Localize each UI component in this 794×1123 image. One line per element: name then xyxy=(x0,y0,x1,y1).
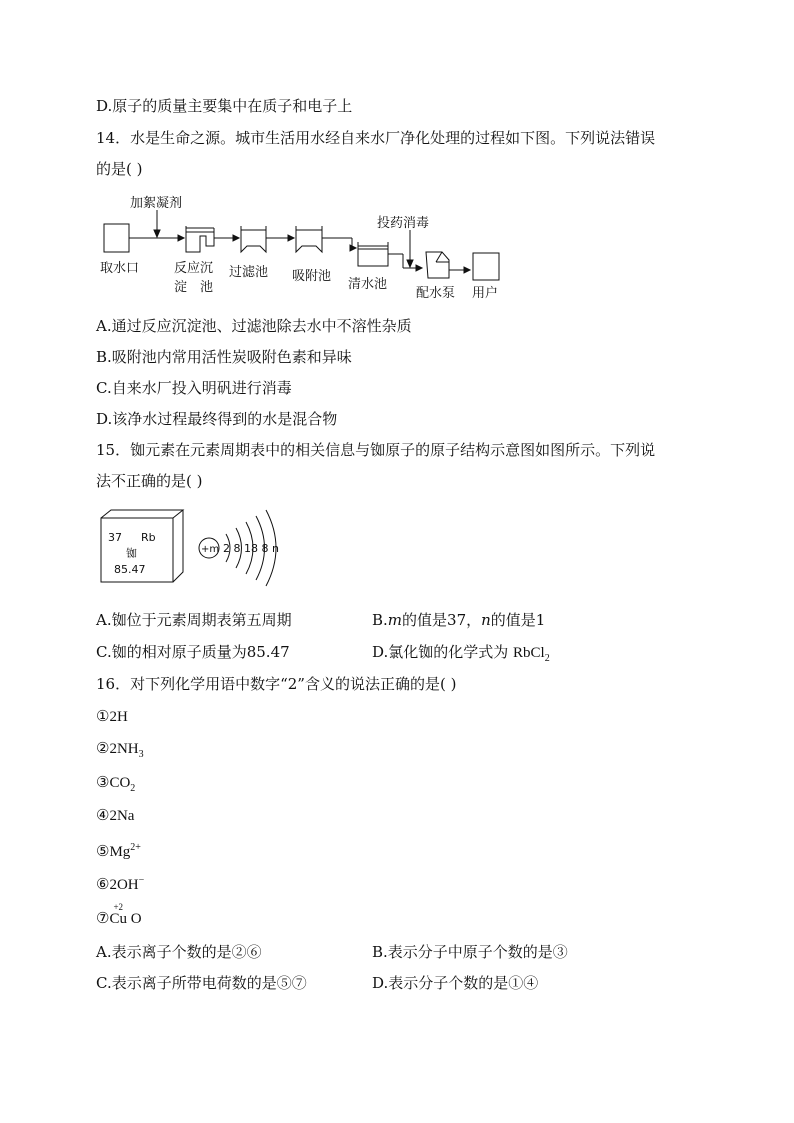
item-formula: 2OH xyxy=(109,877,139,893)
q14-option-b: B.吸附池内常用活性炭吸附色素和异味 xyxy=(96,348,352,366)
rubidium-figure xyxy=(96,498,296,590)
label-add-flocculant: 加絮凝剂 xyxy=(130,196,183,211)
q16-option-a: A.表示离子个数的是②⑥ xyxy=(96,943,262,961)
q15-option-b-suffix: 的值是1 xyxy=(490,611,546,629)
q15-option-b xyxy=(372,610,545,630)
item-number: ⑤ xyxy=(96,842,110,860)
q15-option-c: C.铷的相对原子质量为85.47 xyxy=(96,643,290,661)
user-box xyxy=(473,253,499,280)
q14-stem-line1: 14．水是生命之源。城市生活用水经自来水厂净化处理的过程如下图。下列说法错误 xyxy=(96,129,656,147)
label-add-disinfectant: 投药消毒 xyxy=(377,216,430,231)
q15-option-b-n: n xyxy=(481,611,491,629)
q16-option-b: B.表示分子中原子个数的是③ xyxy=(372,943,568,961)
q14-option-a: A.通过反应沉淀池、过滤池除去水中不溶性杂质 xyxy=(96,317,412,335)
q16-item xyxy=(96,838,141,862)
q16-item xyxy=(96,706,128,727)
q15-option-a: A.铷位于元素周期表第五周期 xyxy=(96,611,292,629)
item-formula: CO xyxy=(109,775,131,791)
item-number: ③ xyxy=(96,773,110,791)
element-number: 37 xyxy=(108,531,122,544)
q16-option-d: D.表示分子个数的是①④ xyxy=(372,974,539,992)
valence-mark: +2 xyxy=(113,902,124,912)
label-reaction-line2: 淀 池 xyxy=(174,280,214,295)
label-user: 用户 xyxy=(472,286,499,301)
element-name: 铷 xyxy=(126,547,137,560)
q14-option-d: D.该净水过程最终得到的水是混合物 xyxy=(96,410,338,428)
item-subscript: 2 xyxy=(130,783,136,794)
label-clear: 清水池 xyxy=(348,277,388,292)
q16-option-c: C.表示离子所带电荷数的是⑤⑦ xyxy=(96,974,307,992)
q14-option-c: C.自来水厂投入明矾进行消毒 xyxy=(96,379,292,397)
q15-option-d-prefix: D.氯化铷的化学式为 xyxy=(372,643,514,661)
q16-item xyxy=(96,738,144,765)
q14-stem-line2: 的是( ) xyxy=(96,160,143,178)
q15-option-b-prefix: B. xyxy=(372,611,388,629)
q15-option-d-sub: 2 xyxy=(544,653,550,664)
shell-electrons: 2 8 18 8 n xyxy=(223,542,279,555)
pump-shape xyxy=(426,252,449,278)
q16-item xyxy=(96,805,134,826)
item-number: ① xyxy=(96,707,110,725)
item-subscript: 3 xyxy=(138,749,144,760)
label-adsorb: 吸附池 xyxy=(292,269,332,284)
q13-option-d: D.原子的质量主要集中在质子和电子上 xyxy=(96,97,353,115)
water-treatment-diagram xyxy=(96,190,516,305)
q15-stem-line2: 法不正确的是( ) xyxy=(96,472,203,490)
item-formula: Mg xyxy=(109,844,131,860)
item-superscript: 2+ xyxy=(130,842,141,853)
q16-item xyxy=(96,902,142,929)
item-formula: 2Na xyxy=(109,808,135,824)
q16-item xyxy=(96,772,135,799)
q16-stem: 16．对下列化学用语中数字“2”含义的说法正确的是( ) xyxy=(96,675,457,693)
element-mass: 85.47 xyxy=(114,563,146,576)
q15-option-b-m: m xyxy=(387,611,403,629)
q16-item xyxy=(96,871,144,895)
q15-option-d xyxy=(372,642,550,669)
item-superscript: − xyxy=(138,875,145,886)
q15-option-d-formula: RbCl xyxy=(513,645,545,661)
label-reaction-line1: 反应沉 xyxy=(174,261,214,276)
item-formula: 2H xyxy=(109,709,128,725)
reaction-tank-shape xyxy=(186,226,214,252)
nucleus-label: +m xyxy=(201,544,220,555)
valence-formula xyxy=(109,902,142,929)
intake-box xyxy=(104,224,129,252)
item-formula: 2NH xyxy=(109,741,139,757)
element-symbol: Rb xyxy=(141,531,156,544)
item-number: ⑥ xyxy=(96,875,110,893)
q15-option-b-mid: 的值是37， xyxy=(402,611,482,629)
item-number: ⑦ xyxy=(96,909,110,927)
label-filter: 过滤池 xyxy=(229,265,269,280)
item-formula: Cu O xyxy=(109,911,142,927)
item-number: ④ xyxy=(96,806,110,824)
label-pump: 配水泵 xyxy=(416,286,456,301)
q15-stem-line1: 15．铷元素在元素周期表中的相关信息与铷原子的原子结构示意图如图所示。下列说 xyxy=(96,441,656,459)
item-number: ② xyxy=(96,739,110,757)
label-intake: 取水口 xyxy=(100,261,140,276)
